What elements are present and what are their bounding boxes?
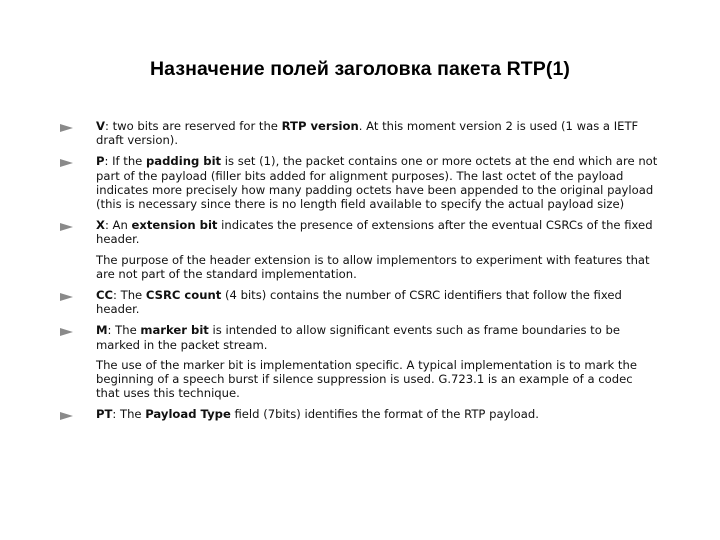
- bold-term: PT: [96, 407, 113, 422]
- arrow-bullet-icon: [60, 124, 73, 132]
- bold-term: CSRC count: [145, 288, 222, 303]
- text-run: indicates the presence of extensions after the eventual CSRCs of the fixed header.: [96, 218, 653, 247]
- text-run: : An: [104, 218, 132, 233]
- bullet-list: [58, 119, 658, 429]
- text-run: The use of the marker bit is implementation specific. A typical implementation is to mark the beginning of a speech burst if silence suppression is used. G.723.1 is an example of a codec that uses this technique.: [96, 357, 637, 401]
- text-run: : two bits are reserved for the: [104, 119, 282, 133]
- text-run: : If the: [104, 154, 146, 169]
- bullet-item: [58, 218, 658, 281]
- arrow-bullet-icon: [60, 223, 73, 231]
- arrow-bullet-icon: [60, 412, 73, 420]
- bold-term: marker bit: [140, 323, 209, 338]
- bullet-paragraph: [96, 218, 658, 246]
- arrow-bullet-icon: [60, 293, 73, 301]
- bold-term: RTP version: [281, 119, 359, 133]
- slide-title: Назначение полей заголовка пакета RTP(1): [149, 58, 570, 80]
- bullet-paragraph: [96, 407, 658, 421]
- arrow-bullet-icon: [60, 328, 73, 336]
- bullet-paragraph: [96, 253, 658, 281]
- text-run: The purpose of the header extension is to allow implementors to experiment with features that are not part of the standard implementation.: [96, 252, 650, 281]
- bold-term: padding bit: [146, 154, 222, 169]
- text-run: . At this moment version 2 is used (1 was a IETF draft version).: [96, 119, 639, 148]
- text-run: field (7bits) identifies the format of the RTP payload.: [230, 407, 539, 422]
- text-run: (4 bits) contains the number of CSRC identifiers that follow the fixed header.: [96, 288, 622, 317]
- bold-term: M: [96, 323, 108, 338]
- text-run: : The: [113, 288, 146, 303]
- bullet-item: [58, 407, 658, 421]
- bullet-item: [58, 119, 658, 147]
- bold-term: V: [96, 119, 105, 133]
- bold-term: extension bit: [131, 218, 218, 233]
- bullet-item: [58, 323, 658, 400]
- bullet-paragraph: [96, 288, 658, 316]
- text-run: is set (1), the packet contains one or more octets at the end which are not part of the payload (filler bits added for alignment purposes). The last octet of the payload indicates more precisely how many padding octets have been appended to the original payload (this is necessary since there is no length field available to specify the actual payload size): [96, 154, 658, 212]
- arrow-bullet-icon: [60, 159, 73, 167]
- bold-term: Payload Type: [145, 407, 231, 422]
- bullet-paragraph: [96, 323, 658, 351]
- bold-term: CC: [96, 288, 114, 303]
- bullet-paragraph: [96, 154, 658, 211]
- bullet-item: [58, 288, 658, 316]
- bullet-paragraph: [96, 358, 658, 401]
- bullet-item: [58, 154, 658, 211]
- bold-term: P: [96, 154, 105, 169]
- text-run: is intended to allow significant events such as frame boundaries to be marked in the packet stream.: [96, 323, 621, 352]
- text-run: : The: [112, 407, 146, 422]
- bold-term: X: [96, 218, 105, 233]
- text-run: : The: [107, 323, 141, 338]
- bullet-paragraph: [96, 119, 658, 147]
